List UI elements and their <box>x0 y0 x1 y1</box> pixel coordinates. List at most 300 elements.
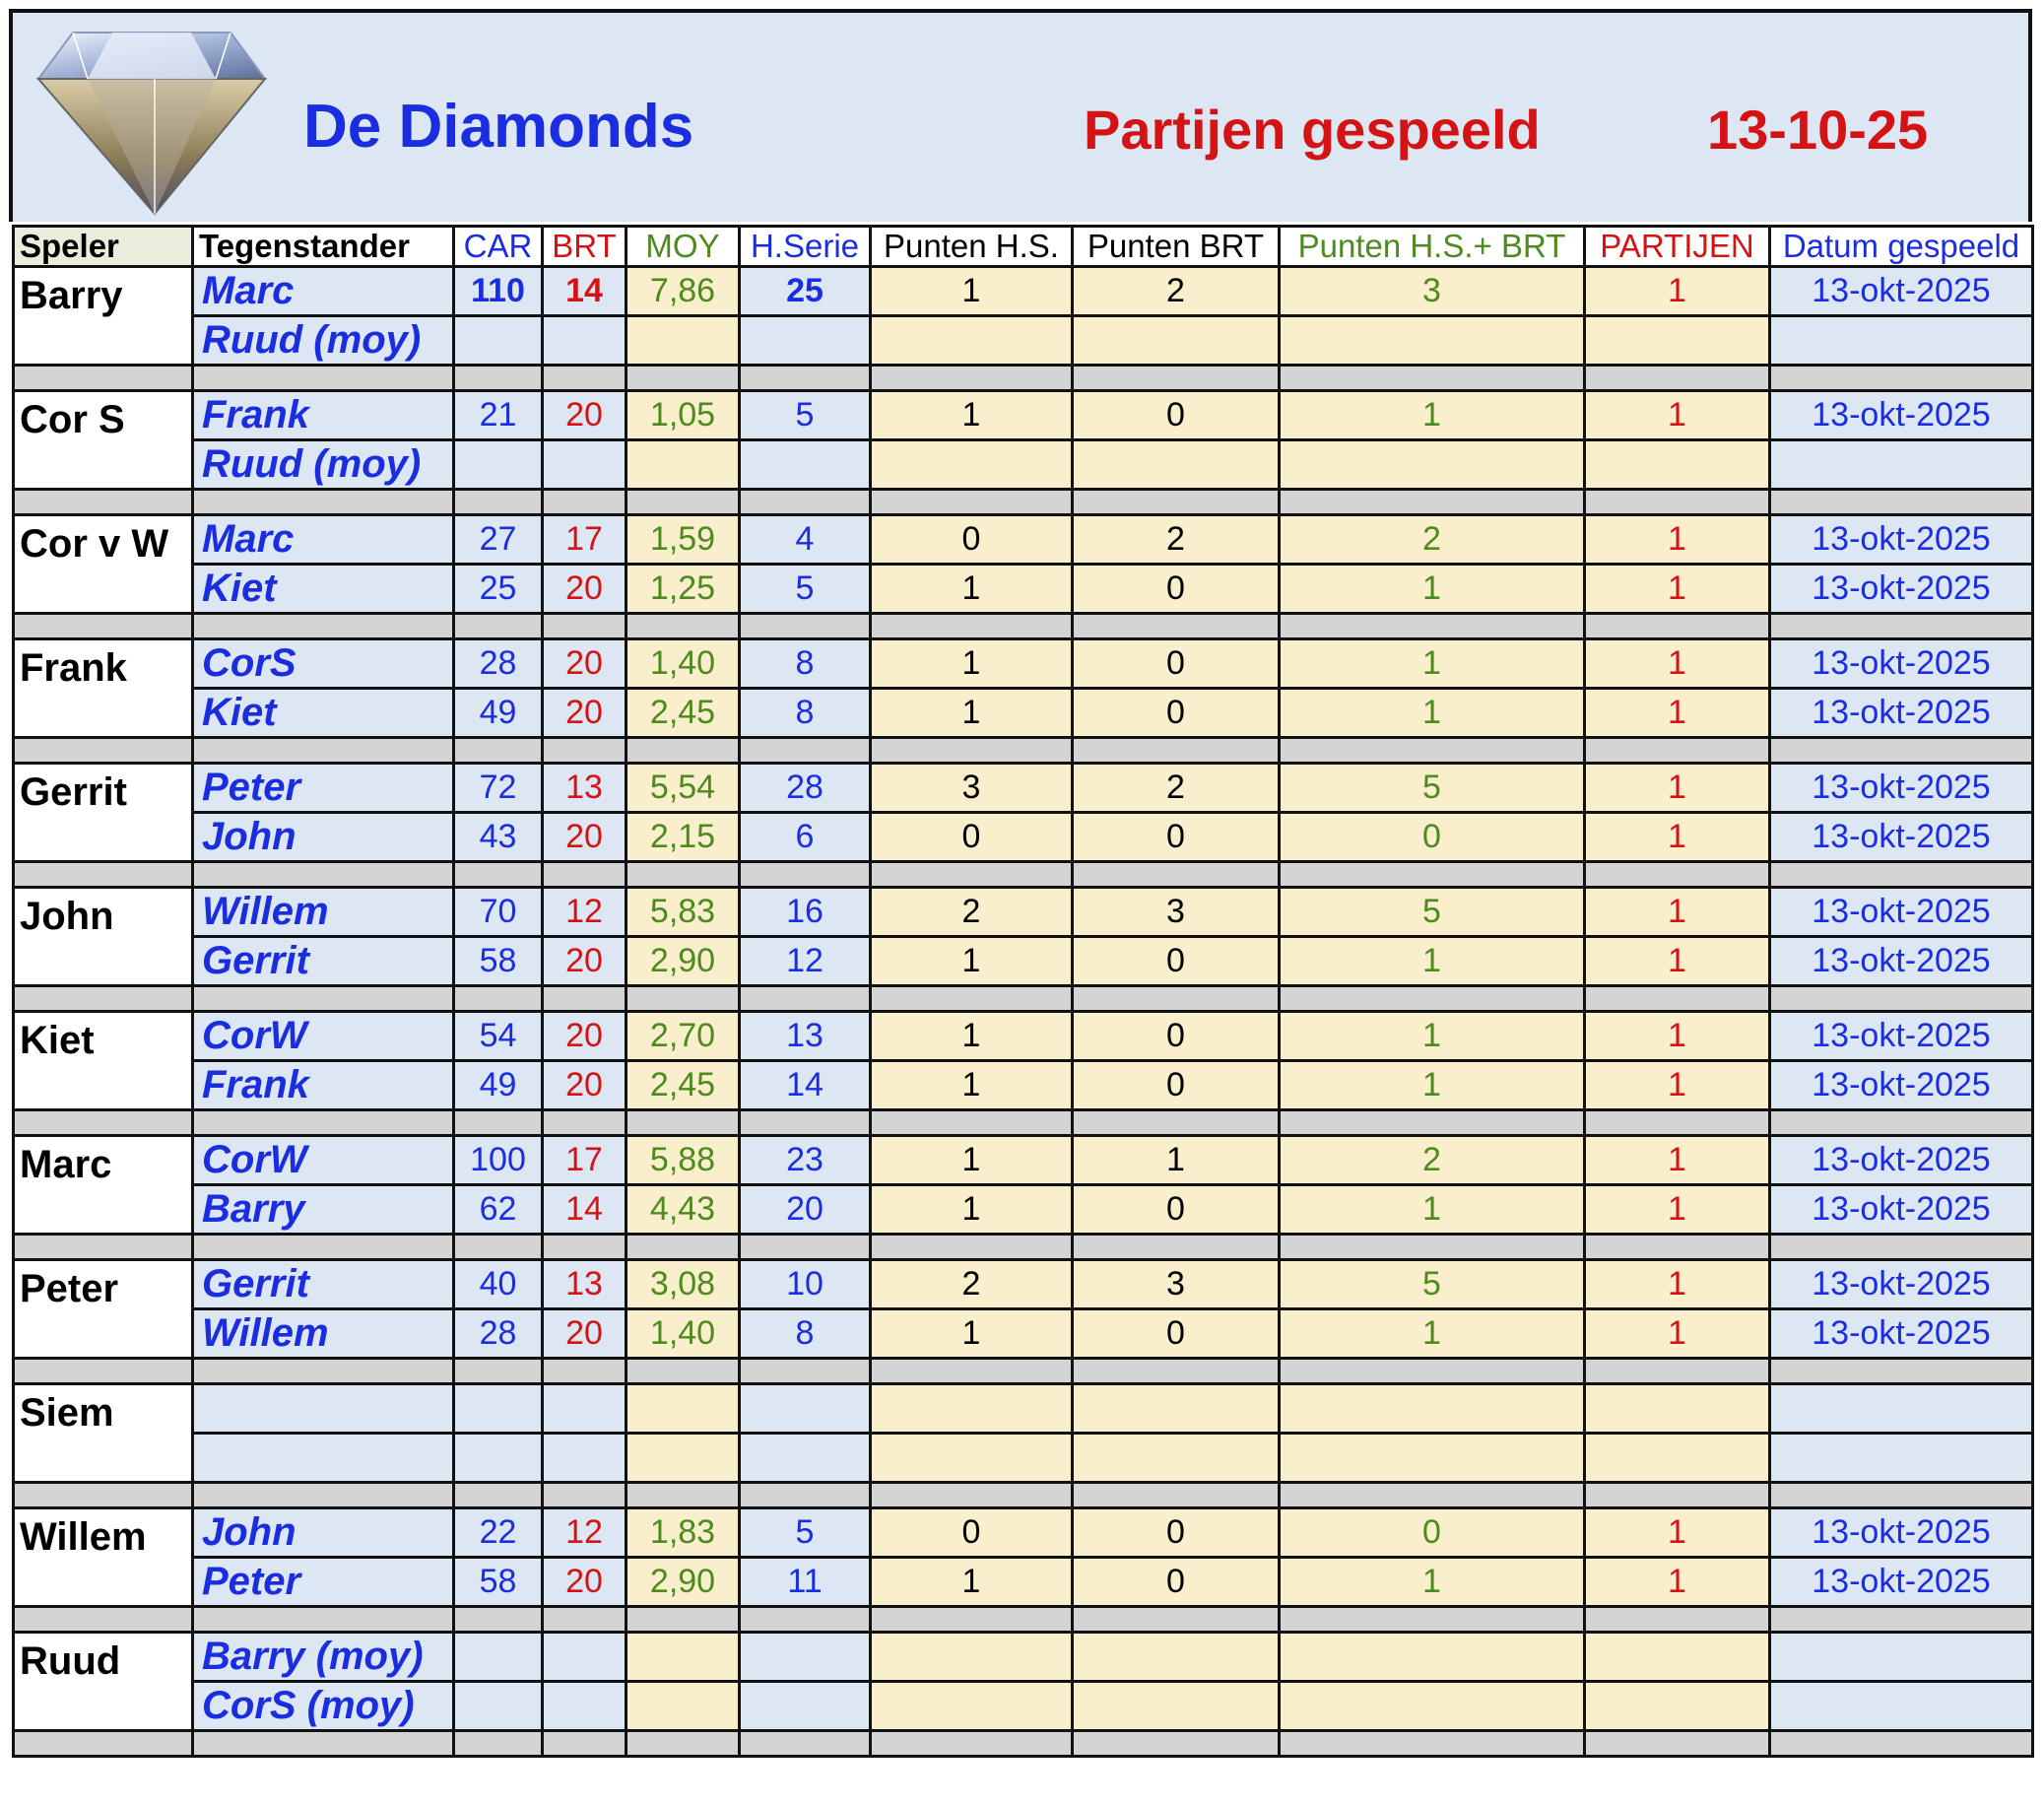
partijen-cell: 1 <box>1585 267 1770 316</box>
separator-cell <box>740 1607 871 1633</box>
brt-cell: 12 <box>543 1508 626 1558</box>
diamond-icon <box>29 25 275 220</box>
partijen-cell: 1 <box>1585 1260 1770 1309</box>
separator-cell <box>871 1359 1073 1384</box>
date-cell: 13-okt-2025 <box>1770 813 2033 862</box>
column-header-car: CAR <box>454 227 543 267</box>
hserie-cell: 10 <box>740 1260 871 1309</box>
brt-cell: 20 <box>543 639 626 689</box>
date-cell: 13-okt-2025 <box>1770 888 2033 937</box>
moy-cell: 1,40 <box>626 639 740 689</box>
separator-cell <box>740 1731 871 1757</box>
separator-cell <box>1280 738 1585 764</box>
player-name-cell: Gerrit <box>14 764 193 862</box>
column-header-hserie: H.Serie <box>740 227 871 267</box>
table-row <box>14 813 2033 862</box>
separator-cell <box>1280 1731 1585 1757</box>
table-header-row <box>14 227 2033 267</box>
separator-cell <box>14 986 193 1012</box>
separator-cell <box>1073 366 1280 391</box>
hserie-cell: 16 <box>740 888 871 937</box>
separator-cell <box>1770 986 2033 1012</box>
date-cell: 13-okt-2025 <box>1770 689 2033 738</box>
separator-cell <box>1585 986 1770 1012</box>
player-name-cell: Siem <box>14 1384 193 1483</box>
results-table <box>12 225 2034 1758</box>
player-name-cell: Frank <box>14 639 193 738</box>
table-row <box>14 1682 2033 1731</box>
car-cell <box>454 440 543 490</box>
column-header-punten-hs: Punten H.S. <box>871 227 1073 267</box>
brt-cell: 14 <box>543 1185 626 1235</box>
car-cell: 100 <box>454 1136 543 1185</box>
separator-cell <box>14 614 193 639</box>
partijen-cell: 1 <box>1585 1012 1770 1061</box>
separator-cell <box>1073 1483 1280 1508</box>
brt-cell: 20 <box>543 1558 626 1607</box>
table-row <box>14 1309 2033 1359</box>
separator-cell <box>1770 1235 2033 1260</box>
date-cell <box>1770 1633 2033 1682</box>
moy-cell: 5,83 <box>626 888 740 937</box>
punten-total-cell: 1 <box>1280 565 1585 614</box>
brt-cell: 20 <box>543 937 626 986</box>
column-header-brt: BRT <box>543 227 626 267</box>
punten-total-cell <box>1280 1434 1585 1483</box>
separator-cell <box>871 1607 1073 1633</box>
moy-cell: 1,83 <box>626 1508 740 1558</box>
opponent-cell: Marc <box>193 515 454 565</box>
separator-cell <box>543 986 626 1012</box>
brt-cell <box>543 440 626 490</box>
punten-brt-cell <box>1073 1633 1280 1682</box>
date-cell <box>1770 316 2033 366</box>
partijen-cell <box>1585 1682 1770 1731</box>
player-name-cell: Barry <box>14 267 193 366</box>
separator-cell <box>543 1359 626 1384</box>
separator-cell <box>1585 614 1770 639</box>
brt-cell: 14 <box>543 267 626 316</box>
punten-hs-cell: 1 <box>871 1309 1073 1359</box>
separator-cell <box>626 862 740 888</box>
separator-cell <box>1585 862 1770 888</box>
punten-hs-cell: 1 <box>871 391 1073 440</box>
opponent-cell: Peter <box>193 1558 454 1607</box>
moy-cell: 3,08 <box>626 1260 740 1309</box>
punten-brt-cell: 0 <box>1073 689 1280 738</box>
hserie-cell: 12 <box>740 937 871 986</box>
date-cell: 13-okt-2025 <box>1770 1309 2033 1359</box>
separator-cell <box>14 862 193 888</box>
separator-cell <box>1770 366 2033 391</box>
separator-cell <box>740 490 871 515</box>
punten-hs-cell: 1 <box>871 267 1073 316</box>
moy-cell: 5,88 <box>626 1136 740 1185</box>
separator-cell <box>543 1483 626 1508</box>
moy-cell: 1,59 <box>626 515 740 565</box>
car-cell: 25 <box>454 565 543 614</box>
partijen-cell: 1 <box>1585 689 1770 738</box>
punten-total-cell: 0 <box>1280 813 1585 862</box>
moy-cell: 2,90 <box>626 1558 740 1607</box>
opponent-cell <box>193 1384 454 1434</box>
separator-cell <box>626 1483 740 1508</box>
punten-brt-cell: 2 <box>1073 515 1280 565</box>
separator-cell <box>543 490 626 515</box>
car-cell: 21 <box>454 391 543 440</box>
separator-cell <box>871 862 1073 888</box>
table-row <box>14 316 2033 366</box>
separator-cell <box>193 986 454 1012</box>
car-cell: 22 <box>454 1508 543 1558</box>
brt-cell: 13 <box>543 764 626 813</box>
moy-cell: 7,86 <box>626 267 740 316</box>
separator-row <box>14 1731 2033 1757</box>
punten-total-cell: 0 <box>1280 1508 1585 1558</box>
punten-hs-cell: 1 <box>871 1136 1073 1185</box>
punten-total-cell <box>1280 1633 1585 1682</box>
separator-cell <box>193 490 454 515</box>
punten-brt-cell <box>1073 440 1280 490</box>
table-row <box>14 689 2033 738</box>
separator-cell <box>543 366 626 391</box>
partijen-cell: 1 <box>1585 764 1770 813</box>
date-cell: 13-okt-2025 <box>1770 937 2033 986</box>
separator-cell <box>1280 1483 1585 1508</box>
separator-cell <box>14 1607 193 1633</box>
date-cell: 13-okt-2025 <box>1770 1012 2033 1061</box>
separator-cell <box>454 366 543 391</box>
car-cell: 43 <box>454 813 543 862</box>
column-header-moy: MOY <box>626 227 740 267</box>
table-row <box>14 1136 2033 1185</box>
separator-cell <box>740 1110 871 1136</box>
punten-hs-cell: 1 <box>871 1185 1073 1235</box>
hserie-cell: 13 <box>740 1012 871 1061</box>
punten-hs-cell: 1 <box>871 1061 1073 1110</box>
car-cell: 40 <box>454 1260 543 1309</box>
punten-brt-cell <box>1073 1434 1280 1483</box>
separator-cell <box>14 738 193 764</box>
separator-cell <box>1585 1607 1770 1633</box>
punten-brt-cell: 0 <box>1073 565 1280 614</box>
separator-cell <box>626 1235 740 1260</box>
hserie-cell <box>740 316 871 366</box>
car-cell: 110 <box>454 267 543 316</box>
punten-hs-cell: 1 <box>871 639 1073 689</box>
separator-cell <box>1280 490 1585 515</box>
separator-cell <box>626 490 740 515</box>
brt-cell <box>543 316 626 366</box>
separator-row <box>14 1110 2033 1136</box>
brt-cell: 20 <box>543 391 626 440</box>
hserie-cell: 28 <box>740 764 871 813</box>
table-row <box>14 267 2033 316</box>
date-cell <box>1770 440 2033 490</box>
separator-cell <box>871 490 1073 515</box>
player-name-cell: Kiet <box>14 1012 193 1110</box>
opponent-cell: Peter <box>193 764 454 813</box>
partijen-cell: 1 <box>1585 639 1770 689</box>
separator-row <box>14 490 2033 515</box>
opponent-cell: Ruud (moy) <box>193 440 454 490</box>
hserie-cell: 8 <box>740 639 871 689</box>
separator-cell <box>871 1731 1073 1757</box>
opponent-cell: Frank <box>193 391 454 440</box>
opponent-cell: John <box>193 1508 454 1558</box>
partijen-cell: 1 <box>1585 565 1770 614</box>
brt-cell <box>543 1384 626 1434</box>
opponent-cell: Frank <box>193 1061 454 1110</box>
table-row <box>14 440 2033 490</box>
brt-cell: 17 <box>543 515 626 565</box>
table-row <box>14 888 2033 937</box>
separator-cell <box>543 1731 626 1757</box>
partijen-cell <box>1585 1633 1770 1682</box>
moy-cell: 2,45 <box>626 689 740 738</box>
car-cell: 62 <box>454 1185 543 1235</box>
separator-cell <box>626 738 740 764</box>
punten-brt-cell <box>1073 1682 1280 1731</box>
separator-cell <box>543 614 626 639</box>
separator-cell <box>1280 366 1585 391</box>
hserie-cell: 8 <box>740 1309 871 1359</box>
date-cell: 13-okt-2025 <box>1770 391 2033 440</box>
separator-cell <box>871 366 1073 391</box>
opponent-cell: Gerrit <box>193 1260 454 1309</box>
column-header-punten-total: Punten H.S.+ BRT <box>1280 227 1585 267</box>
separator-cell <box>454 862 543 888</box>
separator-cell <box>1770 1483 2033 1508</box>
car-cell: 54 <box>454 1012 543 1061</box>
separator-cell <box>14 1731 193 1757</box>
punten-hs-cell: 0 <box>871 1508 1073 1558</box>
separator-cell <box>193 1110 454 1136</box>
separator-cell <box>14 490 193 515</box>
separator-cell <box>871 738 1073 764</box>
brt-cell: 20 <box>543 813 626 862</box>
hserie-cell: 23 <box>740 1136 871 1185</box>
brt-cell: 20 <box>543 1061 626 1110</box>
date-cell: 13-okt-2025 <box>1770 764 2033 813</box>
hserie-cell <box>740 440 871 490</box>
separator-cell <box>740 1359 871 1384</box>
hserie-cell: 11 <box>740 1558 871 1607</box>
table-row <box>14 1508 2033 1558</box>
punten-total-cell <box>1280 316 1585 366</box>
punten-hs-cell: 0 <box>871 515 1073 565</box>
player-name-cell: John <box>14 888 193 986</box>
table-row <box>14 1061 2033 1110</box>
opponent-cell: Kiet <box>193 565 454 614</box>
punten-brt-cell <box>1073 316 1280 366</box>
hserie-cell: 5 <box>740 391 871 440</box>
moy-cell <box>626 316 740 366</box>
separator-cell <box>1073 1731 1280 1757</box>
punten-brt-cell: 0 <box>1073 1061 1280 1110</box>
punten-brt-cell: 0 <box>1073 1309 1280 1359</box>
brt-cell <box>543 1633 626 1682</box>
opponent-cell: Marc <box>193 267 454 316</box>
table-row <box>14 1558 2033 1607</box>
player-name-cell: Cor S <box>14 391 193 490</box>
separator-cell <box>193 1359 454 1384</box>
separator-cell <box>626 1607 740 1633</box>
header-date: 13-10-25 <box>1707 99 1929 161</box>
separator-cell <box>1770 1359 2033 1384</box>
date-cell: 13-okt-2025 <box>1770 639 2033 689</box>
moy-cell: 4,43 <box>626 1185 740 1235</box>
separator-cell <box>1280 862 1585 888</box>
opponent-cell: CorS (moy) <box>193 1682 454 1731</box>
partijen-cell: 1 <box>1585 888 1770 937</box>
punten-brt-cell: 0 <box>1073 639 1280 689</box>
punten-total-cell: 1 <box>1280 1061 1585 1110</box>
partijen-cell: 1 <box>1585 813 1770 862</box>
brt-cell: 20 <box>543 689 626 738</box>
column-header-partijen: PARTIJEN <box>1585 227 1770 267</box>
separator-cell <box>740 862 871 888</box>
table-row <box>14 639 2033 689</box>
separator-row <box>14 1235 2033 1260</box>
opponent-cell: CorS <box>193 639 454 689</box>
separator-cell <box>626 366 740 391</box>
punten-total-cell <box>1280 1384 1585 1434</box>
punten-total-cell: 1 <box>1280 1012 1585 1061</box>
table-row <box>14 391 2033 440</box>
moy-cell: 2,45 <box>626 1061 740 1110</box>
punten-brt-cell: 0 <box>1073 1558 1280 1607</box>
separator-cell <box>626 986 740 1012</box>
separator-cell <box>1585 1359 1770 1384</box>
separator-cell <box>193 738 454 764</box>
car-cell <box>454 1633 543 1682</box>
brt-cell: 17 <box>543 1136 626 1185</box>
brt-cell: 13 <box>543 1260 626 1309</box>
punten-hs-cell: 3 <box>871 764 1073 813</box>
separator-cell <box>193 1607 454 1633</box>
separator-cell <box>740 1235 871 1260</box>
opponent-cell: CorW <box>193 1136 454 1185</box>
player-name-cell: Willem <box>14 1508 193 1607</box>
separator-cell <box>1280 1235 1585 1260</box>
punten-total-cell <box>1280 1682 1585 1731</box>
punten-hs-cell: 0 <box>871 813 1073 862</box>
brt-cell: 20 <box>543 565 626 614</box>
partijen-cell: 1 <box>1585 937 1770 986</box>
separator-cell <box>740 614 871 639</box>
page-subtitle: Partijen gespeeld <box>1084 99 1541 161</box>
opponent-cell: Gerrit <box>193 937 454 986</box>
moy-cell <box>626 1434 740 1483</box>
brt-cell <box>543 1682 626 1731</box>
opponent-cell: CorW <box>193 1012 454 1061</box>
separator-cell <box>1770 1110 2033 1136</box>
punten-brt-cell: 0 <box>1073 813 1280 862</box>
separator-cell <box>543 1607 626 1633</box>
separator-cell <box>871 1235 1073 1260</box>
hserie-cell <box>740 1633 871 1682</box>
brt-cell: 20 <box>543 1012 626 1061</box>
separator-cell <box>14 366 193 391</box>
punten-total-cell: 1 <box>1280 1185 1585 1235</box>
car-cell: 28 <box>454 1309 543 1359</box>
separator-cell <box>14 1235 193 1260</box>
separator-cell <box>1073 614 1280 639</box>
separator-cell <box>1073 490 1280 515</box>
separator-cell <box>1073 862 1280 888</box>
partijen-cell <box>1585 316 1770 366</box>
opponent-cell: Willem <box>193 1309 454 1359</box>
separator-cell <box>871 614 1073 639</box>
brt-cell <box>543 1434 626 1483</box>
column-header-tegenstander: Tegenstander <box>193 227 454 267</box>
separator-row <box>14 366 2033 391</box>
date-cell: 13-okt-2025 <box>1770 515 2033 565</box>
punten-hs-cell: 1 <box>871 565 1073 614</box>
car-cell: 58 <box>454 937 543 986</box>
date-cell <box>1770 1682 2033 1731</box>
column-header-speler: Speler <box>14 227 193 267</box>
opponent-cell: Barry (moy) <box>193 1633 454 1682</box>
separator-cell <box>454 614 543 639</box>
car-cell: 58 <box>454 1558 543 1607</box>
separator-cell <box>1585 1731 1770 1757</box>
separator-cell <box>626 1359 740 1384</box>
separator-cell <box>1280 986 1585 1012</box>
hserie-cell: 5 <box>740 1508 871 1558</box>
car-cell: 70 <box>454 888 543 937</box>
date-cell: 13-okt-2025 <box>1770 1061 2033 1110</box>
punten-total-cell: 1 <box>1280 1309 1585 1359</box>
car-cell: 28 <box>454 639 543 689</box>
date-cell: 13-okt-2025 <box>1770 1508 2033 1558</box>
hserie-cell: 8 <box>740 689 871 738</box>
brt-cell: 20 <box>543 1309 626 1359</box>
separator-cell <box>626 1731 740 1757</box>
partijen-cell: 1 <box>1585 1309 1770 1359</box>
punten-brt-cell: 2 <box>1073 764 1280 813</box>
separator-cell <box>454 490 543 515</box>
separator-cell <box>1280 1359 1585 1384</box>
separator-cell <box>871 1483 1073 1508</box>
table-row <box>14 1633 2033 1682</box>
punten-total-cell: 5 <box>1280 764 1585 813</box>
moy-cell: 2,15 <box>626 813 740 862</box>
partijen-cell: 1 <box>1585 1558 1770 1607</box>
separator-cell <box>454 986 543 1012</box>
punten-total-cell: 1 <box>1280 391 1585 440</box>
date-cell: 13-okt-2025 <box>1770 1136 2033 1185</box>
separator-cell <box>871 1110 1073 1136</box>
opponent-cell: Ruud (moy) <box>193 316 454 366</box>
punten-total-cell: 1 <box>1280 689 1585 738</box>
column-header-datum: Datum gespeeld <box>1770 227 2033 267</box>
separator-cell <box>740 1483 871 1508</box>
moy-cell: 2,90 <box>626 937 740 986</box>
separator-cell <box>1073 986 1280 1012</box>
table-row <box>14 1012 2033 1061</box>
table-row <box>14 1384 2033 1434</box>
separator-cell <box>1280 1607 1585 1633</box>
table-row <box>14 764 2033 813</box>
separator-row <box>14 614 2033 639</box>
punten-hs-cell: 1 <box>871 1558 1073 1607</box>
separator-row <box>14 738 2033 764</box>
punten-hs-cell <box>871 1434 1073 1483</box>
separator-cell <box>454 1110 543 1136</box>
car-cell <box>454 1434 543 1483</box>
